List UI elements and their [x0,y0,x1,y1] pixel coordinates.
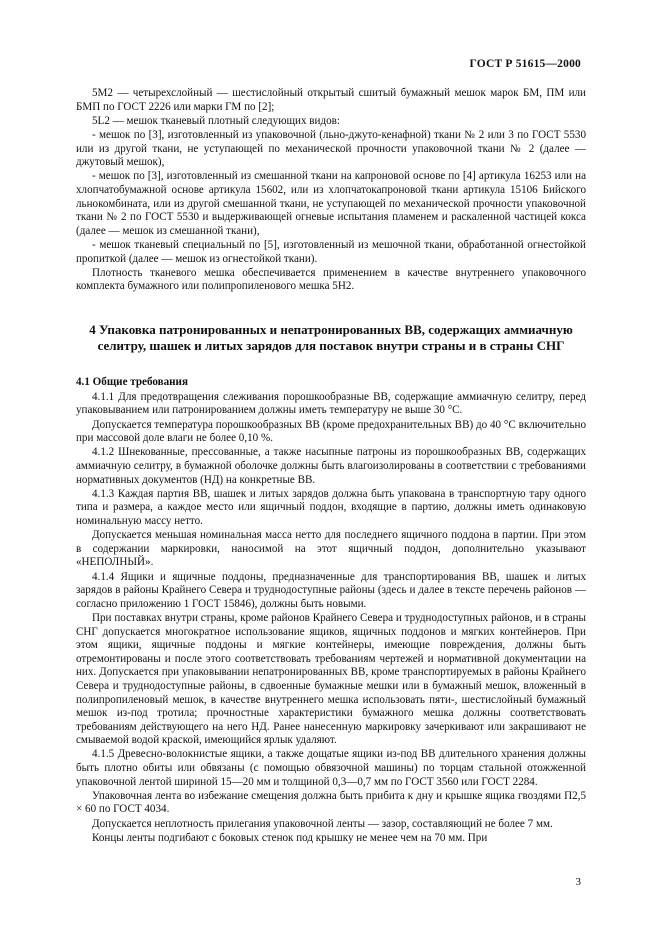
paragraph-5m2: 5М2 — четырехслойный — шестислойный открытый сшитый бумажный мешок марок БМ, ПМ или БМП по ГОСТ 2226 или марки ГМ по [2]; [76,87,586,113]
paragraph-5l2: 5L2 — мешок тканевый плотный следующих видов: [92,114,340,127]
document-body [76,87,586,845]
paragraph-4-1-3: 4.1.3 Каждая партия ВВ, шашек и литых зарядов должна быть упакована в транспортную тару одного типа и размера, а каждое место или ящичный поддон, входящие в партию, должны иметь одинаковую номинальную массу нетто. [76,487,586,527]
paragraph-4-1-4: 4.1.4 Ящики и ящичные поддоны, предназначенные для транспортирования ВВ, шашек и литых зарядов в районы Крайнего Севера и труднодоступные районы (здесь и далее в тексте перечень районов — согласно приложению 1 ГОСТ 15846), должны быть новыми. [76,570,586,610]
section-title: 4 Упаковка патронированных и непатронированных ВВ, содержащих аммиачную селитру, шашек и литых зарядов для поставок внутри страны и в страны СНГ [89,321,573,354]
page-number: 3 [575,876,581,888]
paragraph-mixed-fabric-bag: - мешок по [3], изготовленный из смешанной ткани на капроновой основе по [4] артикула 16253 или на хлопчатобумажной основе артикула 15602, или из хлопчатокапроновой ткани артикула 15106 Бийского льнокомбината, или из другой смешанной ткани, не уступающей по механической прочности упаковочной ткани № 2 по ГОСТ 5530 и выдерживающей огневые испытания пламенем и раскаленной частицей кокса (далее — мешок из смешанной ткани), [76,170,586,237]
paragraph-strapping-nails: Упаковочная лента во избежание смещения должна быть прибита к дну и крышке ящика гвоздями П2,5 × 60 по ГОСТ 4034. [76,789,586,816]
main-paragraph-group [76,391,586,846]
subsection-title: 4.1 Общие требования [76,376,188,389]
paragraph-incomplete-pallet: Допускается меньшая номинальная масса нетто для последнего ящичного поддона в партии. При этом в содержании маркировки, наносимой на этот ящичный поддон, дополнительно указывают «НЕПОЛНЫЙ». [76,529,586,569]
paragraph-temperature-allowance: Допускается температура порошкообразных ВВ (кроме предохранительных ВВ) до 40 °С включительно при массовой доле влаги не более 0,10 %. [76,418,586,445]
paragraph-jute-bag: - мешок по [3], изготовленный из упаковочной (льно-джуто-кенафной) ткани № 2 или 3 по ГОСТ 5530 или из другой ткани, не уступающей по механической прочности упаковочной ткани № 2 (далее — джутовый мешок), [76,128,586,169]
paragraph-4-1-1: 4.1.1 Для предотвращения слеживания порошкообразные ВВ, содержащие аммиачную селитру, перед упаковыванием или патронированием должны иметь температуру не выше 30 °С. [76,390,586,417]
paragraph-4-1-5: 4.1.5 Древесно-волокнистые ящики, а также дощатые ящики из-под ВВ длительного хранения должны быть плотно обиты или обвязаны (с помощью обвязочной машины) по торцам стальной отожженной упаковочной лентой шириной 15—20 мм и толщиной 0,3—0,7 мм по ГОСТ 3560 или ГОСТ 2284. [76,748,586,788]
paragraph-reuse-of-containers: При поставках внутри страны, кроме районов Крайнего Севера и труднодоступных районов, и в страны СНГ допускается многократное использование ящиков, ящичных поддонов и мягких контейнеров. При этом ящики, ящичные поддоны и мягкие контейнеры, имеющие повреждения, должны быть отремонтированы и после этого соответствовать требованиям чертежей и нормативной документации на них. Допускается при упаковывании непатронированных ВВ, кроме транспортируемых в районы Крайнего Севера и труднодоступные районы, в сдвоенные бумажные мешки или в бумажный мешок, вложенный в полипропиленовый мешок, в качестве внутреннего мешка использовать пяти-, шестислойный бумажный мешок из-под тротила; прочностные характеристики бумажного мешка должны соответствовать требованиям действующего на него НД. Ранее нанесенную маркировку зачеркивают или закрашивают не смываемой водой краской, имеющийся ярлык удаляют. [76,611,586,747]
paragraph-bag-density: Плотность тканевого мешка обеспечивается применением в качестве внутреннего упаковочного комплекта бумажного или полипропиленового мешка 5Н2. [76,266,586,293]
top-paragraph-group [76,87,586,294]
paragraph-strap-ends: Концы ленты подгибают с боковых стенок под крышку не менее чем на 70 мм. При [92,831,488,844]
paragraph-fireproof-bag: - мешок тканевый специальный по [5], изготовленный из мешочной ткани, обработанной огнестойкой пропиткой (далее — мешок из огнестойкой ткани). [76,238,586,265]
paragraph-strapping-gap: Допускается неплотность прилегания упаковочной ленты — зазор, составляющий не более 7 мм. [92,817,553,830]
document-code-header: ГОСТ Р 51615—2000 [469,58,581,70]
paragraph-4-1-2: 4.1.2 Шнекованные, прессованные, а также насыпные патроны из порошкообразных ВВ, содержащих аммиачную селитру, в бумажной оболочке должны быть влагоизолированы в соответствии с требованиями нормативных документов (НД) на конкретные ВВ. [76,446,586,486]
